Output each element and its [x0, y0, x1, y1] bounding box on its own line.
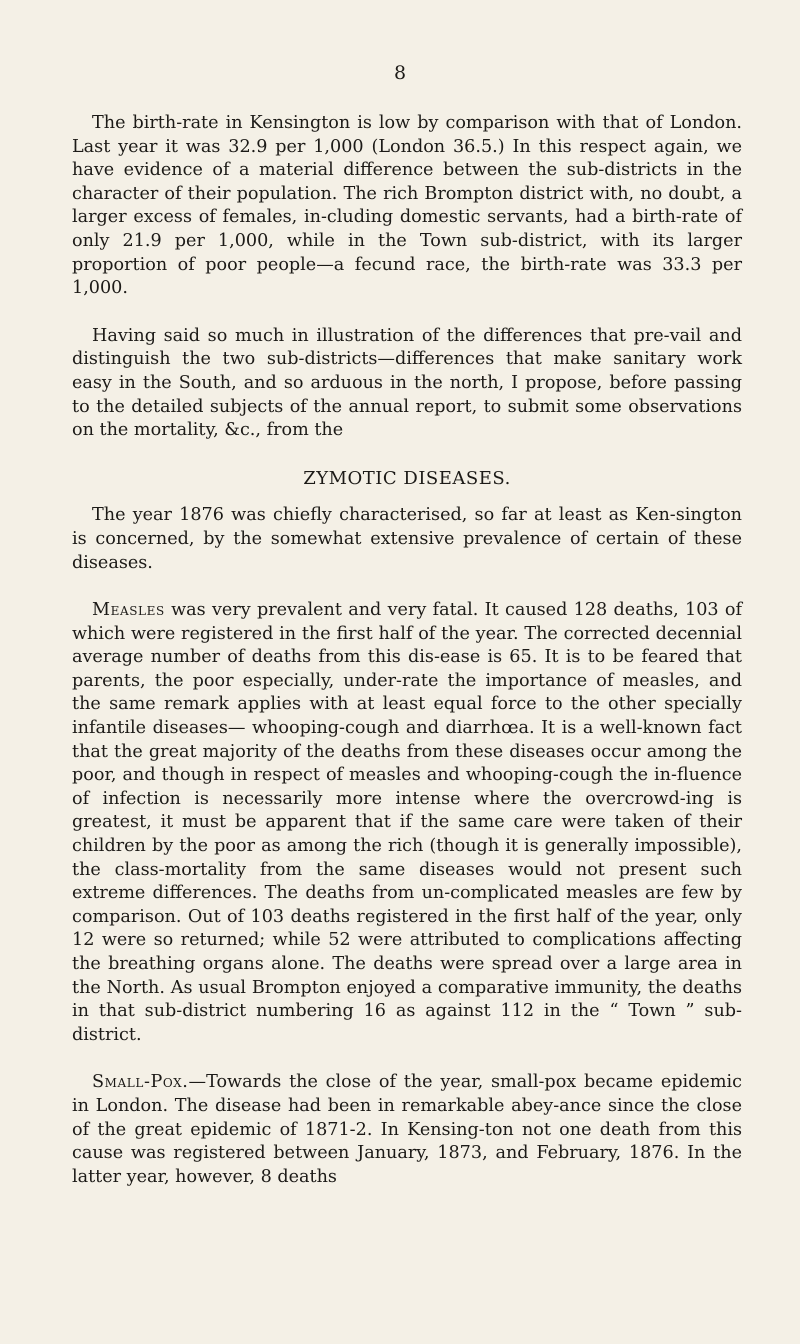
paragraph-birth-rate: The birth-rate in Kensington is low by comparison with that of London. Last year it was 32.9 per 1,000 (London 36.5.) In this respect again, we have evidence of a material difference between the sub-districts in the character of their population. The rich Brompton district with, no doubt, a larger excess of females, in-cluding domestic servants, had a birth-rate of only 21.9 per 1,000, while in the Town sub-district, with its larger proportion of poor people—a fecund race, the birth-rate was 33.3 per 1,000.: [72, 113, 742, 299]
page-number: 8: [393, 62, 407, 84]
measles-lead: Measles: [92, 600, 165, 621]
measles-text: was very prevalent and very fatal. It caused 128 deaths, 103 of which were registered in the first half of the year. The corrected decennial average number of deaths from this dis-ease is 65. It is to be feared that parents, the poor especially, under-rate the importance of measles, and the same remark applies with at least equal force to the other specially infantile diseases— whooping-cough and diarrhœa. It is a well-known fact that the great majority of the deaths from these diseases occur among the poor, and though in respect of measles and whooping-cough the in-fluence of infection is necessarily more intense where the overcrowd-ing is greatest, it must be apparent that if the same care were taken of their children by the poor as among the rich (though it is generally impossible), the class-mortality from the same diseases would not present such extreme differences. The deaths from un-complicated measles are few by comparison. Out of 103 deaths registered in the first half of the year, only 12 were so returned; while 52 were attributed to complications affecting the breathing organs alone. The deaths were spread over a large area in the North. As usual Brompton enjoyed a comparative immunity, the deaths in that sub-district numbering 16 as against 112 in the “ Town ” sub-district.: [72, 600, 742, 1045]
section-heading: ZYMOTIC DISEASES.: [303, 467, 511, 489]
small-pox-lead: Small-Pox.: [92, 1072, 189, 1093]
paragraph-measles: [72, 599, 742, 1047]
paragraph-year-1876: The year 1876 was chiefly characterised, so far at least as Ken-sington is concerned, by the somewhat extensive prevalence of certain of these diseases.: [72, 505, 742, 573]
small-pox-text: —Towards the close of the year, small-pox became epidemic in London. The disease had been in remarkable abey-ance since the close of the great epidemic of 1871-2. In Kensing-ton not one death from this cause was registered between January, 1873, and February, 1876. In the latter year, however, 8 deaths: [72, 1072, 742, 1187]
body-text: [72, 112, 742, 1213]
paragraph-sub-districts: Having said so much in illustration of the differences that pre-vail and distinguish the two sub-districts—differences that make sanitary work easy in the South, and so arduous in the north, I propose, before passing to the detailed subjects of the annual report, to submit some observations on the mortality, &c., from the: [72, 325, 742, 441]
paragraph-small-pox: [72, 1071, 742, 1189]
